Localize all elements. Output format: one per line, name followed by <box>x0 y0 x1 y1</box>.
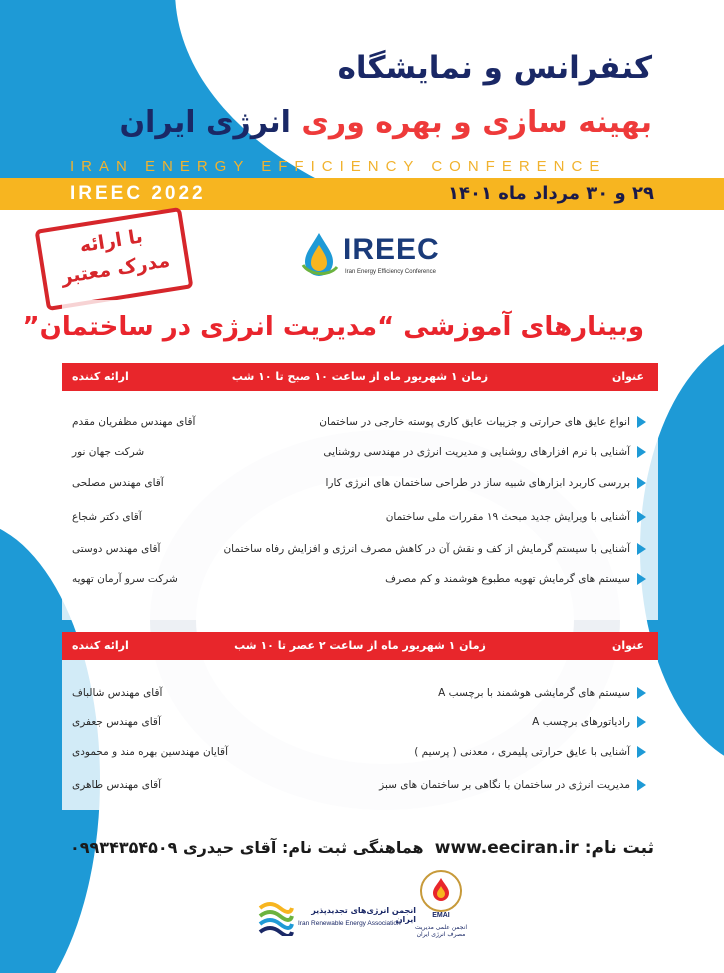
assoc-name: انجمن انرژی‌های تجدیدپذیر ایران <box>311 906 416 924</box>
flame-icon <box>428 876 454 902</box>
row-topic: آشنایی با سیستم گرمایش از کف و نقش آن در کاهش مصرف انرژی و افزایش رفاه ساختمان <box>223 543 630 555</box>
row-presenter: آقای مهندس مصلحی <box>72 477 164 489</box>
session1-row <box>62 443 658 465</box>
renewable-association-logo <box>256 898 416 940</box>
row-presenter: شرکت سرو آرمان تهویه <box>72 573 178 585</box>
registration-label: ثبت نام: <box>584 838 654 858</box>
bullet-arrow-icon <box>637 543 646 555</box>
row-presenter: شرکت جهان نور <box>72 446 145 458</box>
certificate-stamp <box>34 207 193 311</box>
row-topic: بررسی کاربرد ابزارهای شبیه ساز در طراحی ساختمان های انرژی کارا <box>325 477 630 489</box>
row-topic: آشنایی با عایق حرارتی پلیمری ، معدنی ( پرسیم ) <box>414 746 630 758</box>
bullet-arrow-icon <box>637 746 646 758</box>
registration-link[interactable]: www.eeciran.ir <box>434 838 579 858</box>
bullet-arrow-icon <box>637 779 646 791</box>
row-presenter: آقای مهندس دوستی <box>72 543 161 555</box>
waves-icon <box>256 898 294 936</box>
bullet-arrow-icon <box>637 716 646 728</box>
session2-row <box>62 713 658 735</box>
row-presenter: آقای مهندس جعفری <box>72 716 161 728</box>
webinar-title: وبینارهای آموزشی “مدیریت انرژی در ساختمان” <box>22 312 644 342</box>
row-presenter: آقای مهندس شالباف <box>72 687 163 699</box>
session1-row <box>62 508 658 530</box>
bullet-arrow-icon <box>637 477 646 489</box>
session2-row <box>62 684 658 706</box>
bullet-arrow-icon <box>637 416 646 428</box>
session1-row <box>62 570 658 592</box>
row-presenter: آقایان مهندسین بهره مند و محمودی <box>72 746 228 758</box>
bullet-arrow-icon <box>637 511 646 523</box>
session2-row <box>62 776 658 798</box>
session1-row <box>62 540 658 562</box>
emai-abbr: EMAI <box>432 912 450 919</box>
session2-header <box>62 632 658 660</box>
session2-row <box>62 743 658 765</box>
event-code: IREEC 2022 <box>70 183 206 204</box>
row-presenter: آقای مهندس مظفریان مقدم <box>72 416 196 428</box>
row-presenter: آقای دکتر شجاع <box>72 511 142 523</box>
subtitle-part-b: انرژی ایران <box>119 105 291 140</box>
header-time: زمان ۱ شهریور ماه از ساعت ۲ عصر تا ۱۰ شب <box>234 639 486 652</box>
bullet-arrow-icon <box>637 687 646 699</box>
header-time: زمان ۱ شهریور ماه از ساعت ۱۰ صبح تا ۱۰ شب <box>231 370 489 383</box>
logo-tagline: Iran Energy Efficiency Conference <box>345 269 436 275</box>
header-presenter: ارائه کننده <box>72 370 129 383</box>
row-topic: آشنایی با نرم افزارهای روشنایی و مدیریت انرژی در مهندسی روشنایی <box>323 446 630 458</box>
ireec-logo <box>295 225 440 285</box>
event-dates: ۲۹ و ۳۰ مرداد ماه ۱۴۰۱ <box>448 183 654 204</box>
row-topic: مدیریت انرژی در ساختمان با نگاهی بر ساختمان های سبز <box>379 779 630 791</box>
row-topic: رادیاتورهای برچسب A <box>532 716 630 728</box>
conference-subtitle <box>119 105 652 140</box>
header-topic: عنوان <box>611 370 644 383</box>
row-presenter: آقای مهندس طاهری <box>72 779 162 791</box>
stamp-line1: با ارائه <box>78 225 145 258</box>
header-topic: عنوان <box>611 639 644 652</box>
logo-wordmark: IREEC <box>343 233 440 266</box>
header-presenter: ارائه کننده <box>72 639 129 652</box>
registration-coordinator: هماهنگی ثبت نام: آقای حیدری ۰۹۹۳۴۳۵۴۵۰۹ <box>70 838 424 857</box>
stamp-line2: مدرک معتبر <box>59 249 172 289</box>
row-topic: آشنایی با ویرایش جدید مبحث ۱۹ مقررات ملی ساختمان <box>385 511 630 523</box>
english-subtitle: IRAN ENERGY EFFICIENCY CONFERENCE <box>70 158 607 175</box>
emai-logo <box>412 870 470 948</box>
session1-row <box>62 474 658 496</box>
row-topic: انواع عایق های حرارتی و جزییات عایق کاری پوسته خارجی در ساختمان <box>319 416 630 428</box>
bullet-arrow-icon <box>637 573 646 585</box>
subtitle-part-a: بهینه سازی و بهره وری <box>301 105 652 140</box>
row-topic: سیستم های گرمایشی هوشمند با برچسب A <box>438 687 630 699</box>
session1-header <box>62 363 658 391</box>
bullet-arrow-icon <box>637 446 646 458</box>
assoc-name-en: Iran Renewable Energy Association <box>298 920 401 927</box>
session1-row <box>62 413 658 435</box>
conference-title: کنفرانس و نمایشگاه <box>337 50 652 86</box>
registration-line <box>435 838 654 858</box>
energy-drop-icon <box>299 231 339 277</box>
row-topic: سیستم های گرمایش تهویه مطبوع هوشمند و کم مصرف <box>385 573 630 585</box>
emai-name: انجمن علمی مدیریت مصرف انرژی ایران <box>414 924 467 938</box>
